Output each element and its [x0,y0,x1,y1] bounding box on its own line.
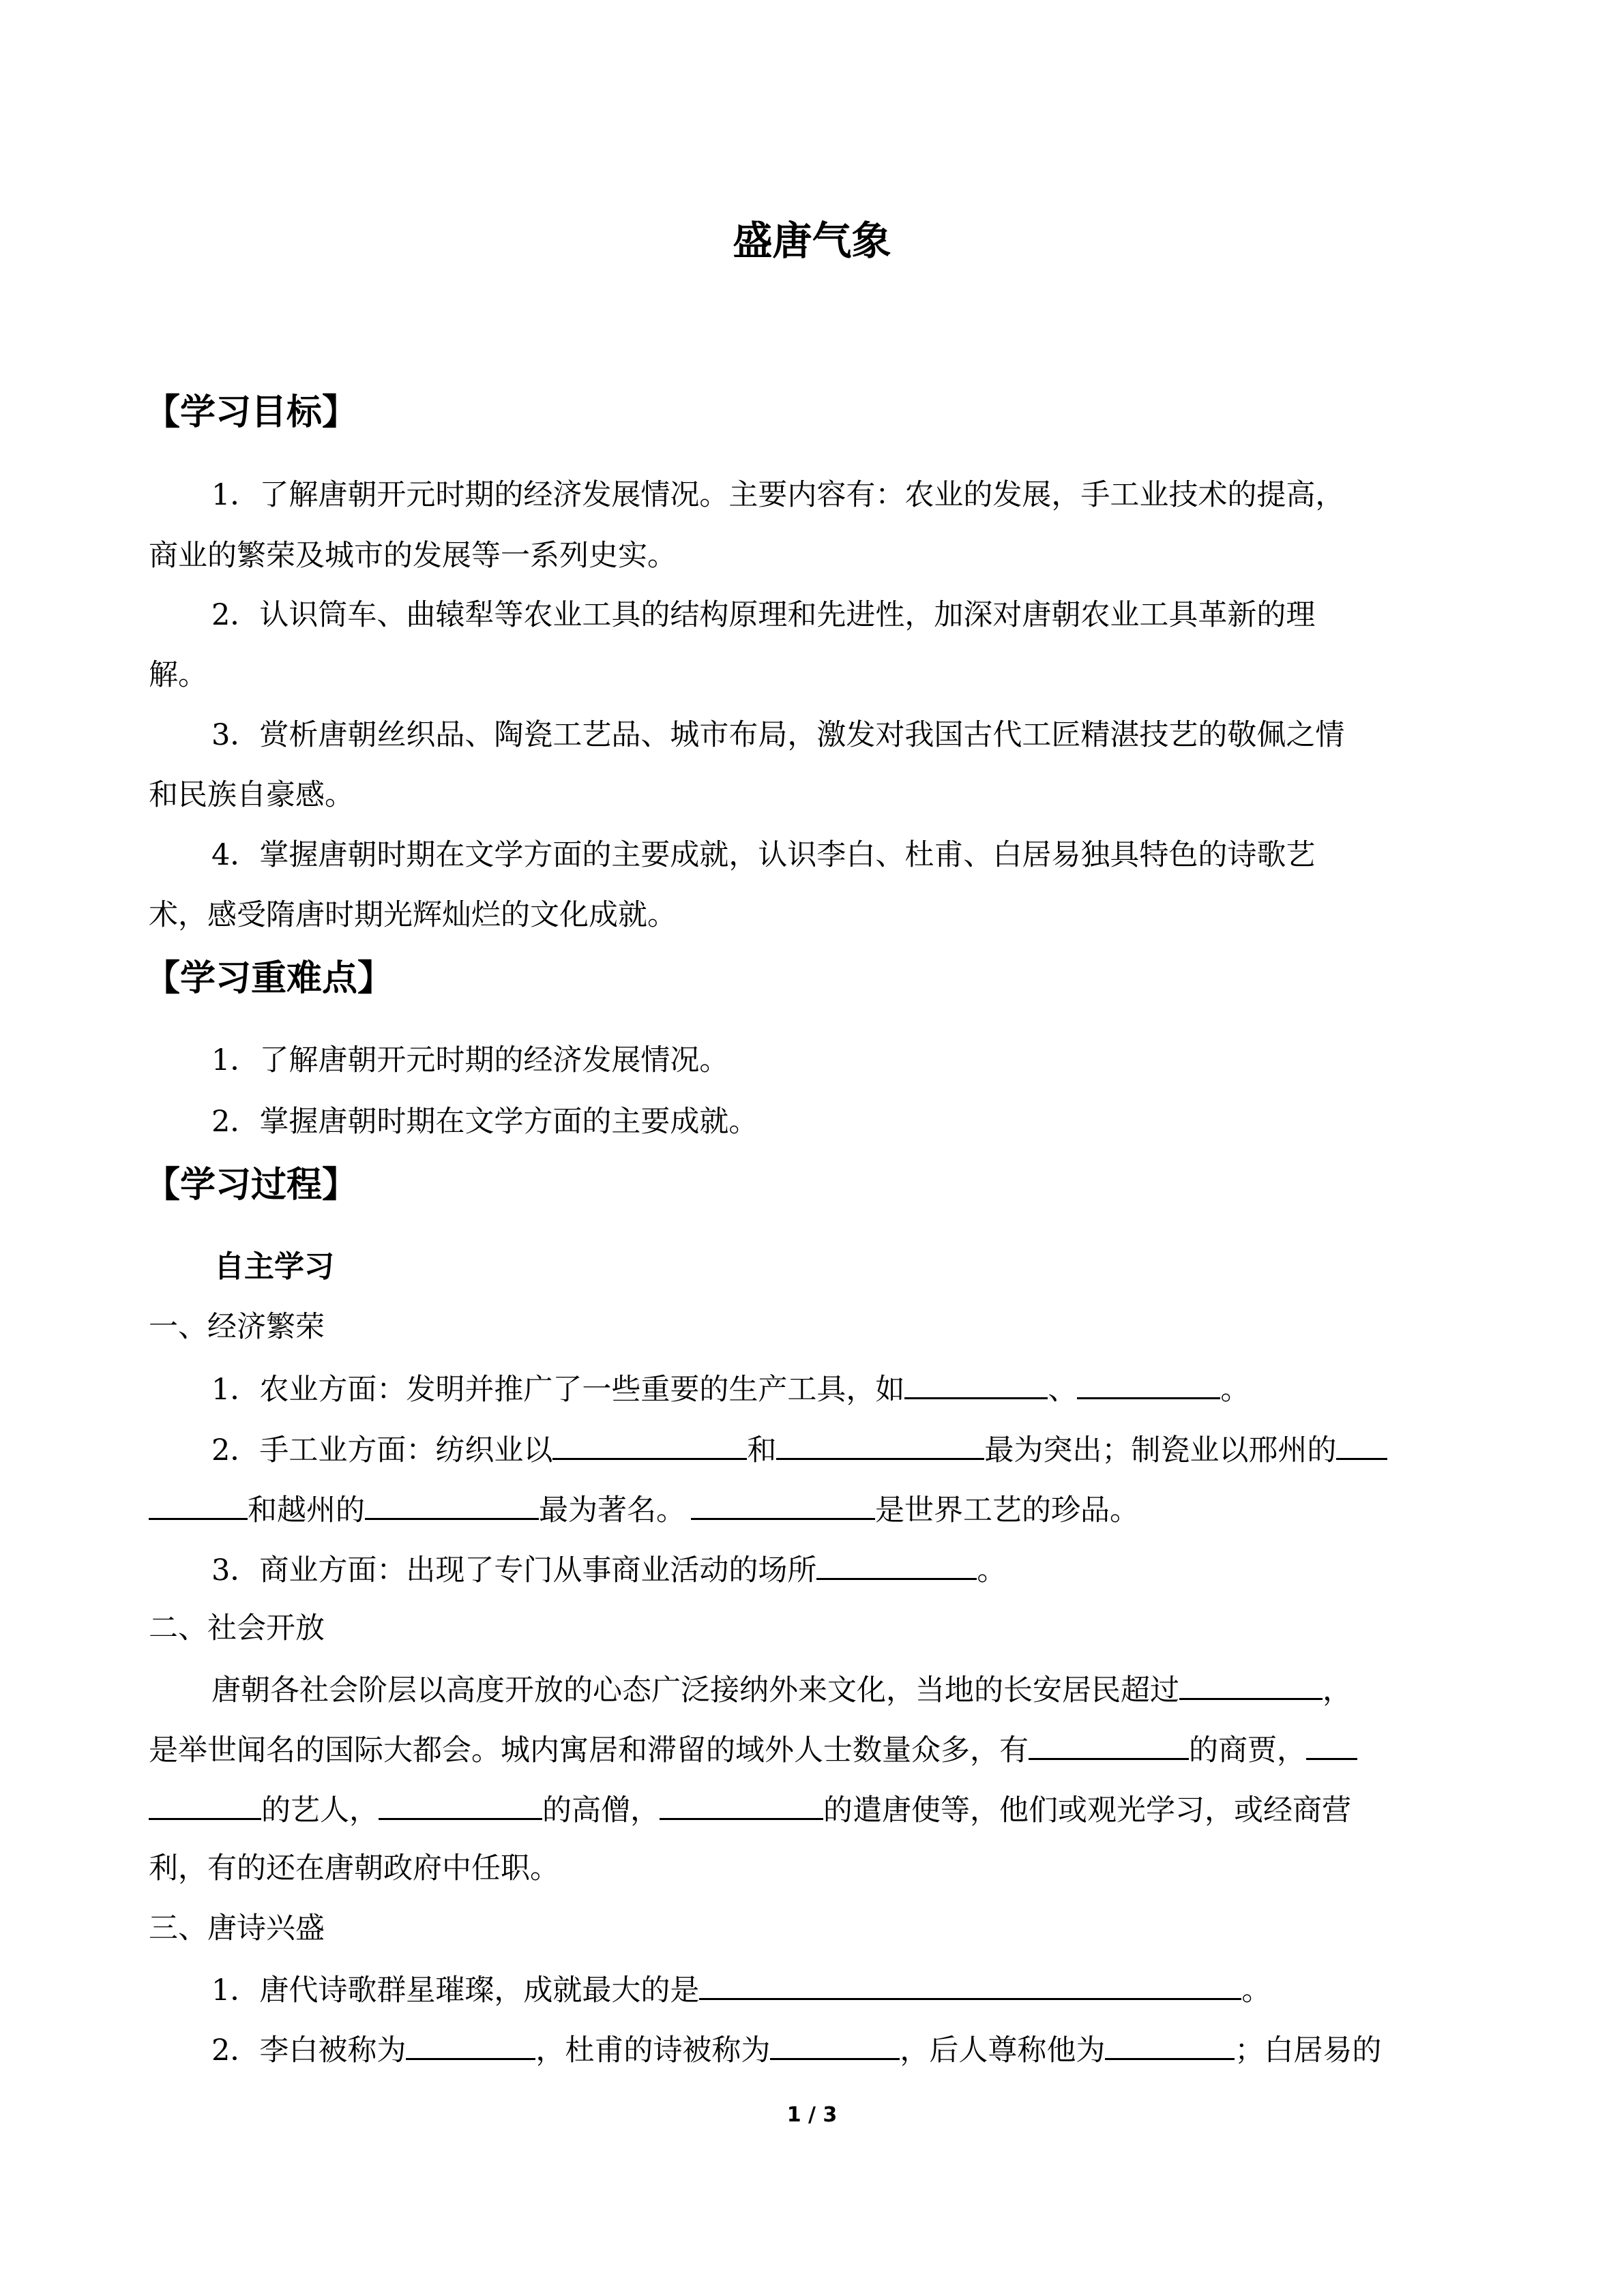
part-3-q2 [211,2028,1381,2071]
page-title: 盛唐气象 [733,218,891,264]
answer-blank[interactable] [1179,1668,1323,1700]
p3-q2-text-a: 2．李白被称为 [211,2033,407,2068]
goal-3-line-1: 3．赏析唐朝丝织品、陶瓷工艺品、城市布局，激发对我国古代工匠精湛技艺的敬佩之情 [211,718,1345,752]
part-2-title: 二、社会开放 [149,1611,325,1645]
goal-4-line-1: 4．掌握唐朝时期在文学方面的主要成就，认识李白、杜甫、白居易独具特色的诗歌艺 [211,838,1316,872]
answer-blank[interactable] [776,1428,984,1460]
p3-q1-text-b: 。 [1241,1973,1271,2008]
answer-blank[interactable] [406,2028,535,2060]
part-1-q3 [211,1548,1006,1591]
answer-blank[interactable] [904,1367,1048,1399]
goal-2-line-1: 2．认识筒车、曲辕犁等农业工具的结构原理和先进性，加深对唐朝农业工具革新的理 [211,598,1316,632]
answer-blank[interactable] [699,1968,1241,2000]
p2-text-g: 的遣唐使等，他们或观光学习，或经商营 [823,1793,1351,1828]
q1-text-a: 1．农业方面：发明并推广了一些重要的生产工具，如 [211,1373,905,1407]
part-1-title: 一、经济繁荣 [149,1310,325,1344]
goal-3-line-2: 和民族自豪感。 [149,778,354,812]
answer-blank[interactable] [1336,1428,1387,1460]
part-1-q1 [211,1367,1250,1410]
section-heading-process: 【学习过程】 [145,1165,358,1206]
p2-text-a: 唐朝各社会阶层以高度开放的心态广泛接纳外来文化，当地的长安居民超过 [211,1673,1179,1708]
section-heading-goals: 【学习目标】 [145,392,358,433]
q2-text-b: 和 [747,1433,777,1467]
answer-blank[interactable] [552,1428,747,1460]
goal-4-line-2: 术，感受隋唐时期光辉灿烂的文化成就。 [149,898,677,932]
goal-1-line-1: 1．了解唐朝开元时期的经济发展情况。主要内容有：农业的发展，手工业技术的提高， [211,478,1345,512]
part-3-q1 [211,1968,1271,2011]
p2-text-c: 是举世闻名的国际大都会。城内寓居和滞留的域外人士数量众多，有 [149,1733,1029,1768]
answer-blank[interactable] [691,1488,875,1520]
page-number: 1 / 3 [786,2103,838,2127]
answer-blank[interactable] [660,1788,823,1820]
answer-blank[interactable] [149,1488,248,1520]
answer-blank[interactable] [379,1788,542,1820]
answer-blank[interactable] [1105,2028,1235,2060]
q2-text-f: 是世界工艺的珍品。 [875,1493,1139,1527]
q2-text-d: 和越州的 [248,1493,365,1527]
goal-1-line-2: 商业的繁荣及城市的发展等一系列史实。 [149,539,677,573]
answer-blank[interactable] [770,2028,900,2060]
q3-text-a: 3．商业方面：出现了专门从事商业活动的场所 [211,1553,817,1587]
answer-blank[interactable] [1077,1367,1220,1399]
q2-text-e: 最为著名。 [539,1493,685,1527]
part-2-line-3 [149,1788,1351,1831]
q1-text-c: 。 [1220,1373,1250,1407]
part-2-line-4: 利，有的还在唐朝政府中任职。 [149,1851,559,1885]
p2-text-b: ， [1323,1673,1352,1708]
part-1-q2-line-1 [211,1428,1387,1471]
p3-q2-text-c: ，后人尊称他为 [900,2033,1106,2068]
p2-text-f: 的高僧， [542,1793,660,1828]
answer-blank[interactable] [1306,1728,1357,1760]
answer-blank[interactable] [149,1788,261,1820]
goal-2-line-2: 解。 [149,658,207,692]
part-2-line-1 [211,1668,1352,1711]
q2-text-a: 2．手工业方面：纺织业以 [211,1433,553,1467]
p2-text-d: 的商贾， [1189,1733,1306,1768]
p2-text-e: 的艺人， [261,1793,379,1828]
answer-blank[interactable] [365,1488,539,1520]
answer-blank[interactable] [1029,1728,1189,1760]
keypoint-1: 1．了解唐朝开元时期的经济发展情况。 [211,1043,729,1077]
part-2-line-2 [149,1728,1357,1771]
section-heading-keypoints: 【学习重难点】 [145,958,394,999]
p3-q1-text-a: 1．唐代诗歌群星璀璨，成就最大的是 [211,1973,700,2008]
q1-text-b: 、 [1048,1373,1078,1407]
keypoint-2: 2．掌握唐朝时期在文学方面的主要成就。 [211,1105,758,1139]
part-1-q2-line-2 [149,1488,1139,1531]
q2-text-c: 最为突出；制瓷业以邢州的 [984,1433,1337,1467]
subheading-self-study: 自主学习 [214,1249,334,1284]
p3-q2-text-b: ，杜甫的诗被称为 [535,2033,771,2068]
answer-blank[interactable] [816,1548,977,1580]
q3-text-b: 。 [977,1553,1007,1587]
p3-q2-text-d: ；白居易的 [1235,2033,1382,2068]
part-3-title: 三、唐诗兴盛 [149,1911,325,1945]
